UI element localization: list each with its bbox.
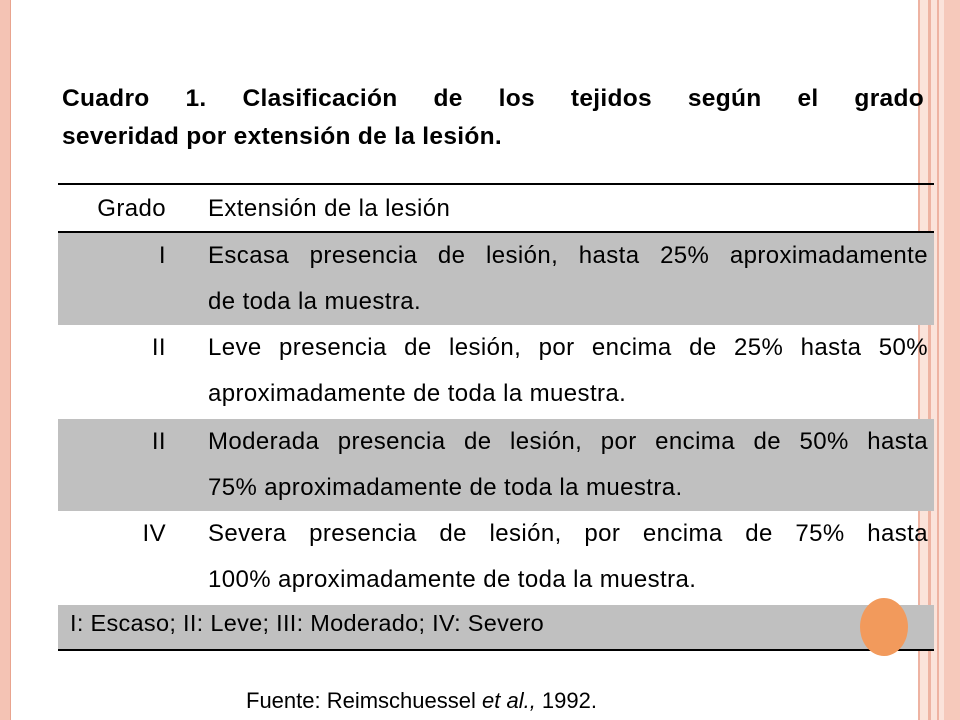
table-row [58,233,934,325]
source-italic: et al., [482,688,536,713]
table-row [58,511,934,603]
header-grado: Grado [97,195,166,222]
table-row [58,419,934,511]
slide-left-border [0,0,11,720]
table-header-row [58,189,934,229]
source-suffix: 1992. [535,688,597,713]
title-line-1: Cuadro 1. Clasificación de los tejidos según el grado [62,85,924,112]
row-grado: I [158,242,166,269]
row-grado: II [151,334,166,361]
source-citation [246,688,597,714]
table-bottom-rule [58,649,934,651]
row-extension: Leve presencia de lesión, por encima de 25% hasta 50% aproximadamente de toda la muestra. [208,334,928,407]
accent-circle [860,598,908,656]
header-extension: Extensión de la lesión [208,195,451,222]
table-top-rule [58,183,934,185]
title-line-2: severidad por extensión de la lesión. [62,123,502,150]
table-legend [58,605,934,649]
legend-text: I: Escaso; II: Leve; III: Moderado; IV: Severo [70,610,545,636]
row-grado: II [151,428,166,455]
row-extension: Severa presencia de lesión, por encima de 75% hasta 100% aproximadamente de toda la muestra. [208,520,928,593]
row-extension: Escasa presencia de lesión, hasta 25% aproximadamente de toda la muestra. [208,242,928,315]
row-extension: Moderada presencia de lesión, por encima de 50% hasta 75% aproximadamente de toda la muestra. [208,428,928,501]
table-title [62,80,924,156]
table-row [58,325,934,417]
row-grado: IV [142,520,166,547]
source-prefix: Fuente: Reimschuessel [246,688,482,713]
